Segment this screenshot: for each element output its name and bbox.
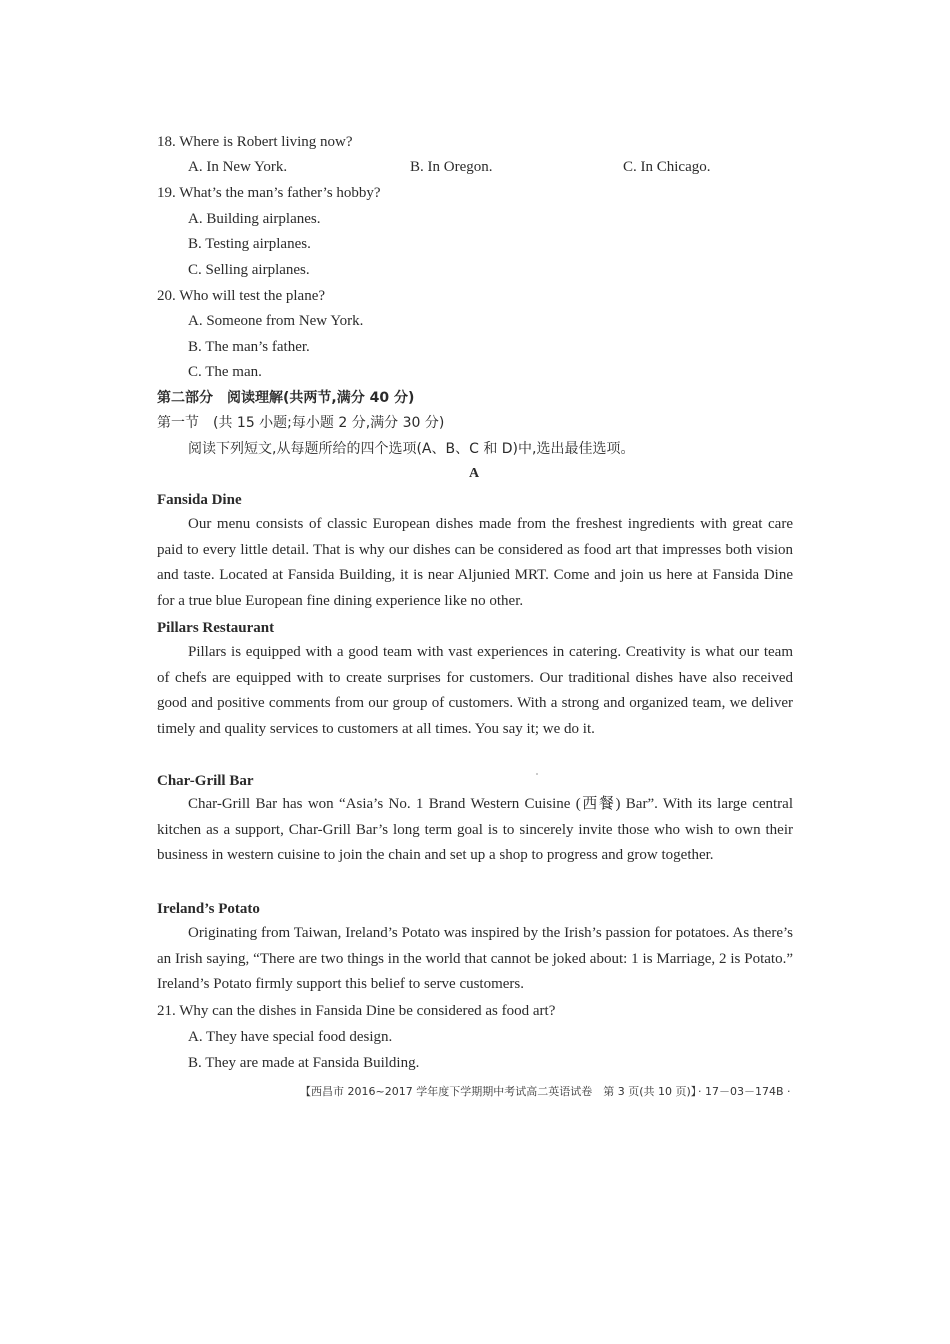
- reading-instruction: 阅读下列短文,从每题所给的四个选项(A、B、C 和 D)中,选出最佳选项。: [188, 441, 635, 457]
- question-21-option-a: A. They have special food design.: [188, 1029, 393, 1045]
- question-19-option-b: B. Testing airplanes.: [188, 236, 311, 252]
- pillars-title: Pillars Restaurant: [157, 620, 275, 636]
- chargrill-title: Char-Grill Bar: [157, 773, 254, 789]
- question-20-option-a: A. Someone from New York.: [188, 313, 364, 329]
- footer-code: · 17－03－174B ·: [698, 1085, 791, 1098]
- fansida-title: Fansida Dine: [157, 492, 242, 508]
- question-18-stem: 18. Where is Robert living now?: [157, 134, 353, 150]
- question-18-option-a: A. In New York.: [188, 159, 288, 175]
- part-title: 第二部分 阅读理解(共两节,满分 40 分): [157, 390, 415, 406]
- footer-exam-info: 【西昌市 2016~2017 学年度下学期期中考试高二英语试卷 第 3 页(共 10 页)】: [300, 1085, 702, 1098]
- pillars-body: Pillars is equipped with a good team with vast experiences in catering. Creativity is what our team of chefs are equipped with to create surprises for customers. Our traditional dishes have also received good and positive comments from our group of customers. With a strong and organized team, we deliver timely and quality services to customers at all times. You say it; we do it.: [157, 644, 793, 737]
- question-18-option-b: B. In Oregon.: [410, 159, 493, 175]
- question-21-option-b: B. They are made at Fansida Building.: [188, 1055, 420, 1071]
- ireland-body: Originating from Taiwan, Ireland’s Potato was inspired by the Irish’s passion for potatoes. As there’s an Irish saying, “There are two things in the world that cannot be joked about: 1 is Marriage, 2 is Potato.” Ireland’s Potato firmly support this belief to serve customers.: [157, 925, 793, 993]
- subsection-title: 第一节 (共 15 小题;每小题 2 分,满分 30 分): [157, 415, 445, 431]
- chargrill-body: Char-Grill Bar has won “Asia’s No. 1 Brand Western Cuisine (西餐) Bar”. With its large central kitchen as a support, Char-Grill Bar’s long term goal is to sincerely invite those who wish to own their business in western cuisine to join the chain and set up a shop to progress and grow together.: [157, 796, 793, 864]
- question-20-option-b: B. The man’s father.: [188, 339, 310, 355]
- question-19-option-a: A. Building airplanes.: [188, 211, 321, 227]
- question-18-option-c: C. In Chicago.: [623, 159, 711, 175]
- ireland-title: Ireland’s Potato: [157, 901, 260, 917]
- scan-speck: [536, 773, 538, 775]
- question-21-stem: 21. Why can the dishes in Fansida Dine be considered as food art?: [157, 1003, 556, 1019]
- fansida-body: Our menu consists of classic European dishes made from the freshest ingredients with great care paid to every little detail. That is why our dishes can be considered as food art that impresses both vision and taste. Located at Fansida Building, it is near Aljunied MRT. Come and join us here at Fansida Dine for a true blue European fine dining experience like no other.: [157, 516, 793, 609]
- question-19-stem: 19. What’s the man’s father’s hobby?: [157, 185, 381, 201]
- question-19-option-c: C. Selling airplanes.: [188, 262, 310, 278]
- passage-label: A: [469, 466, 480, 481]
- question-20-stem: 20. Who will test the plane?: [157, 288, 326, 304]
- question-20-option-c: C. The man.: [188, 364, 262, 380]
